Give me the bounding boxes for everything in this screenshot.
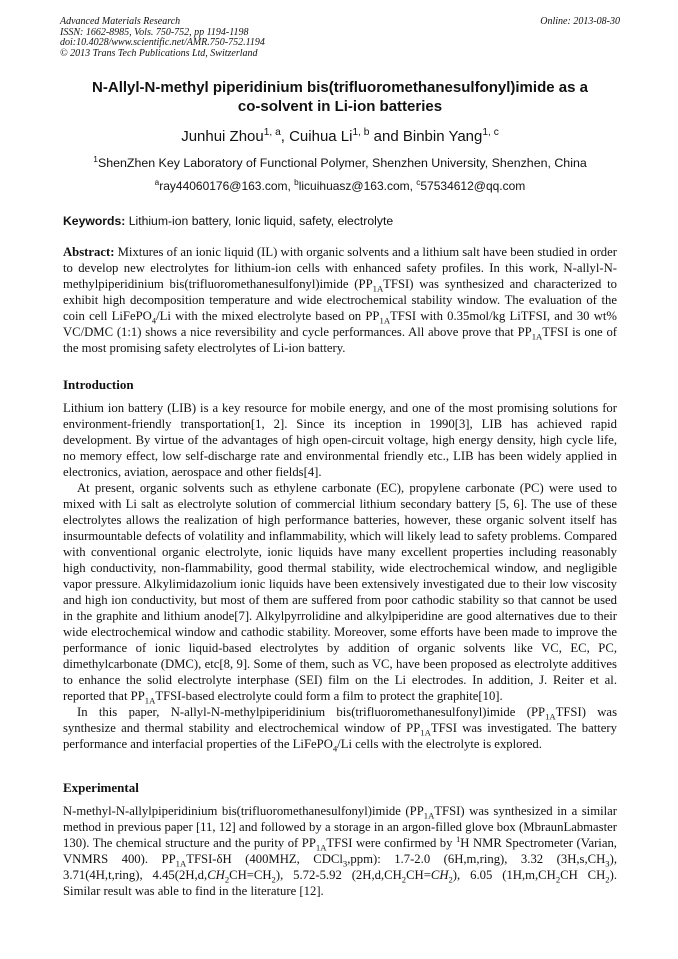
author-name: Junhui Zhou [181,128,264,145]
exp-text: ), 5.72-5.92 (2H,d,CH [275,868,402,882]
exp-text: TFSI) was synthesized in a similar method in previous paper [11, 12] and followed by a storage in an argon-filled glove box (MbraunLabmaster 130). The chemical structure and the purity of PP [63,804,617,850]
exp-text: ), 6.05 (1H,m,CH [452,868,556,882]
subscript: 2 [605,874,610,885]
intro-text: TFSI was investigated. The battery performance and interfacial properties of the LiFePO [63,721,617,751]
subscript: 2 [401,874,407,885]
email-superscript: b [294,178,299,187]
exp-text: CH= [406,868,431,882]
subscript: 3 [342,858,348,869]
subscript: 1A [315,842,327,853]
abstract-text: TFSI is one of the most promising safety electrolytes of Li-ion battery. [63,325,618,355]
exp-text: ,ppm): 1.7-2.0 (6H,m,ring), 3.32 (3H,s,CH [347,852,606,866]
exp-text: ), 3.71(4H,t,ring), 4.45(2H,d, [63,852,617,882]
experimental-body [63,803,617,899]
email-superscript: a [154,178,160,187]
abstract-text: Mixtures of an ionic liquid (IL) with organic solvents and a lithium salt have been studied in order to develop new electrolytes for lithium-ion cells with enhanced safety profiles. In this work, N-allyl-N-methylpiperidinium bis(trifluoromethanesulfonyl)imide (PP [63,245,618,291]
exp-text: TFSI were confirmed by [326,836,456,850]
author-name: Binbin Yang [402,128,483,145]
author-superscript: 1, a [263,127,281,138]
exp-italic: CH [430,868,449,882]
subscript: 1A [372,283,384,294]
intro-text: TFSI-based electrolyte could form a film to protect the graphite[10]. [155,689,503,703]
exp-text: TFSI-δH (400MHZ, CDCl [186,852,343,866]
exp-text: N-methyl-N-allylpiperidinium bis(trifluoromethanesulfonyl)imide (PP [63,804,424,818]
intro-paragraph-2 [63,480,617,704]
subscript: 1A [144,695,156,706]
exp-text: H NMR Spectrometer (Varian, VNMRS 400). PP [63,836,617,866]
subscript: 3 [605,858,610,869]
email-superscript: c [416,178,421,187]
exp-text: ). Similar result was able to find in the literature [12]. [63,868,618,898]
subscript: 1A [420,727,431,738]
abstract-paragraph [63,244,617,356]
section-heading-experimental: Experimental [63,780,139,795]
journal-name: Advanced Materials Research [60,16,181,27]
intro-text: TFSI) was synthesize and thermal stability and electrochemical window of PP [63,705,618,735]
author-superscript: 1, c [482,127,499,138]
intro-text: /Li cells with the electrolyte is explored. [337,737,542,751]
superscript: 1 [455,833,461,844]
subscript: 1A [423,810,435,821]
keywords [63,213,619,229]
online-date: Online: 2013-08-30 [540,16,620,27]
subscript: 1A [545,711,556,722]
paper-title [60,78,620,116]
subscript: 1A [379,315,391,326]
subscript: 4 [151,315,157,326]
email-separator: , [409,179,417,193]
author-list [60,127,620,147]
email-link[interactable]: licuihuasz@163.com [298,179,410,193]
subscript: 1A [175,858,187,869]
author-superscript: 1, b [352,127,370,138]
subscript: 2 [224,874,230,885]
email-separator: , [287,179,295,193]
abstract-text: TFSI with 0.35mol/kg LiTFSI, and 30 wt% VC/DMC (1:1) shows a nice reversibility and cycle performances. All above prove that PP [63,309,618,339]
abstract [63,244,617,356]
issn-line: ISSN: 1662-8985, Vols. 750-752, pp 1194-1198 [60,26,249,38]
subscript: 2 [555,874,561,885]
experimental-paragraph [63,803,617,899]
journal-header [60,17,620,59]
keywords-label: Keywords: [63,214,126,228]
exp-text: CH=CH [229,868,272,882]
exp-italic: CH [207,868,225,882]
intro-paragraph-1: Lithium ion battery (LIB) is a key resource for mobile energy, and one of the most promising solutions for environment-friendly transportation[1, 2]. Since its inception in 1990[3], LIB has achieved rapid development. By virtue of the advantages of high open-circuit voltage, high energy density, high cycle life, no memory effect, low self-discharge rate and environmental friendly etc., LIB has been widely applied in electronics, aviation, aerospace and other fields[4]. [63,401,617,479]
exp-text: CH CH [560,868,606,882]
email-link[interactable]: ray44060176@163.com [159,179,288,193]
affiliation [60,155,620,171]
title-line-1: N-Allyl-N-methyl piperidinium bis(trifluoromethanesulfonyl)imide as a [92,79,588,96]
subscript: 4 [332,743,338,754]
section-heading-introduction: Introduction [63,377,134,392]
intro-text: At present, organic solvents such as ethylene carbonate (EC), propylene carbonate (PC) were used to mixed with Li salt as electrolyte solution of commercial lithium secondary battery [5, 6]. The use of these electrolytes allows the realization of high performance batteries, however, these organic solvent itself has insurmountable defects of volatility and inflammability, which will likely lead to safety problems. Compared with conventional organic electrolyte, ionic liquids have many excellent properties including reasonably high conductivity, non-flammability, good thermal stability, wide electrochemical window, and negligible vapor pressure. Alkylimidazolium ionic liquids have been extensively investigated due to their low viscosity and high ion conductivity, but most of them are suffered from poor cathodic stability so that cannot be used in the graphite and lithium anode[7]. Alkylpyrrolidine and alkylpiperidine are good alternatives due to their wide electrochemical window and cathodic stability. Moreover, some efforts have been made to improve the performance of ionic liquid-based electrolytes by addition of organic solvents like VC, EC, PC, dimethylcarbonate (DMC), etc[8, 9]. Some of them, such as VC, have been proposed as electrolyte additives to enhance the solid electrolyte interphase (SEI) film on the Li electrodes. In addition, J. Reiter et al. reported that PP [63,481,617,703]
copyright-line: © 2013 Trans Tech Publications Ltd, Switzerland [60,47,258,59]
subscript: 1A [531,331,543,342]
doi-line: doi:10.4028/www.scientific.net/AMR.750-752.1194 [60,37,265,48]
affiliation-text: ShenZhen Key Laboratory of Functional Polymer, Shenzhen University, Shenzhen, China [97,156,587,170]
keywords-text: Lithium-ion battery, Ionic liquid, safety, electrolyte [128,214,394,228]
author-separator: , [280,128,290,145]
introduction-body [63,400,617,752]
subscript: 2 [448,874,453,885]
author-separator: and [369,128,403,145]
author-name: Cuihua Li [289,128,353,145]
abstract-text: /Li with the mixed electrolyte based on PP [156,309,380,323]
subscript: 2 [271,874,276,885]
intro-paragraph-3 [63,704,617,752]
author-emails [60,178,620,194]
title-line-2: co-solvent in Li-ion batteries [237,98,443,115]
abstract-label: Abstract: [63,245,115,259]
abstract-text: TFSI) was synthesized and characterized to exhibit high decomposition temperature and wide electrochemical stability window. The evaluation of the coin cell LiFePO [63,277,617,323]
intro-text: In this paper, N-allyl-N-methylpiperidinium bis(trifluoromethanesulfonyl)imide (PP [77,705,546,719]
email-link[interactable]: 57534612@qq.com [420,179,526,193]
affiliation-superscript: 1 [93,153,98,164]
